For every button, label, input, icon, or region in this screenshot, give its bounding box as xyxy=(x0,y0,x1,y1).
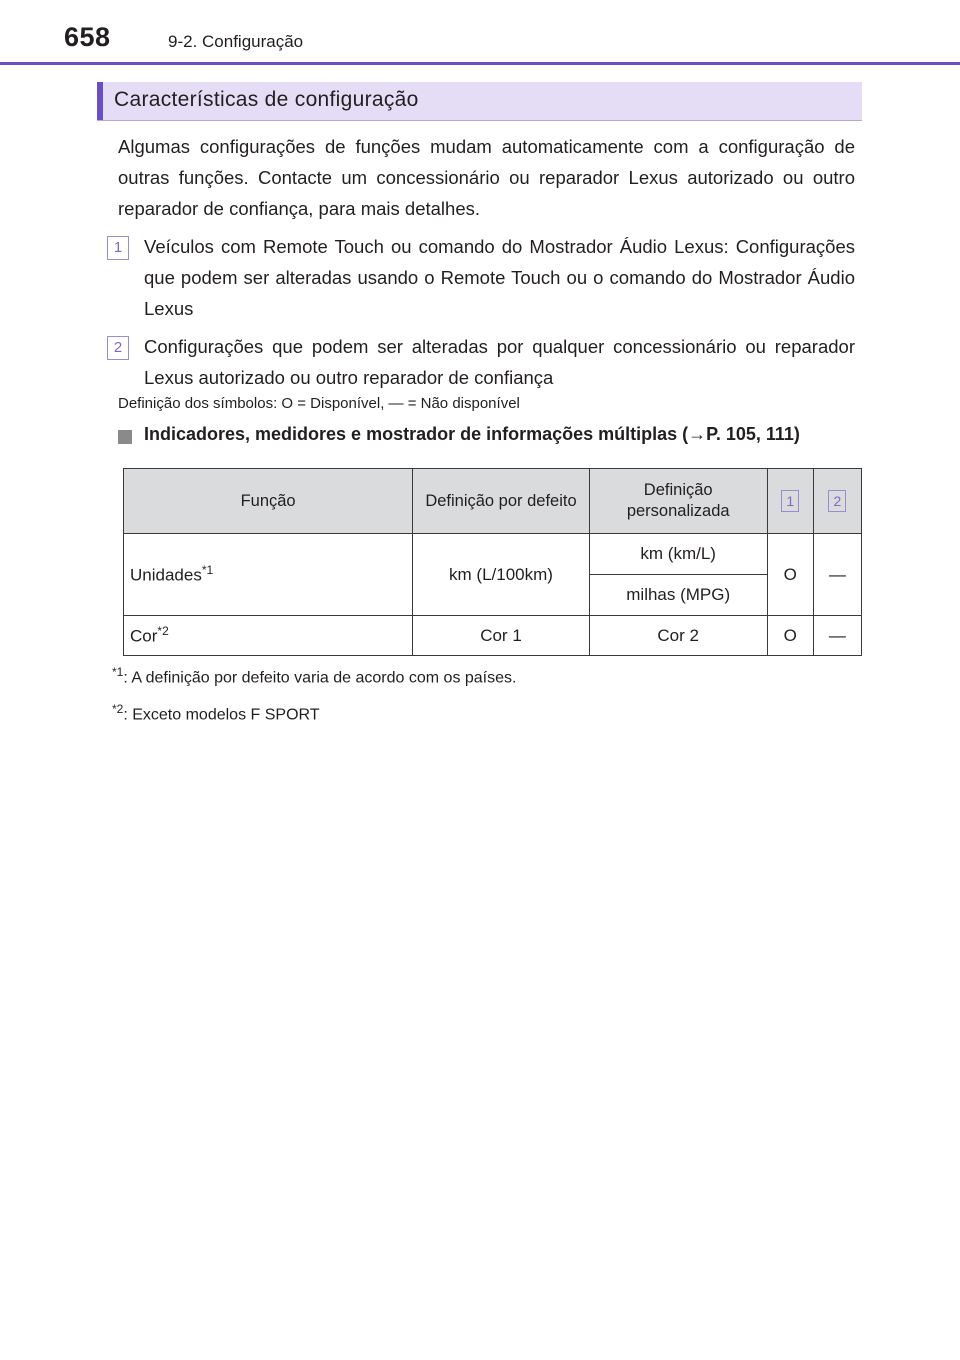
footnote-ref: *2 xyxy=(157,624,169,639)
section-accent-bar xyxy=(97,82,103,120)
header-function: Função xyxy=(124,469,413,534)
table-row xyxy=(124,534,862,575)
footnote-mark: *2 xyxy=(112,702,124,716)
table-header-row xyxy=(124,469,862,534)
cell-custom: milhas (MPG) xyxy=(589,575,767,616)
header-col2 xyxy=(813,469,861,534)
section-title: Características de configuração xyxy=(114,88,419,111)
footnote-mark: *1 xyxy=(112,665,124,679)
cell-col1: O xyxy=(767,616,813,656)
item-number-badge: 2 xyxy=(107,336,129,360)
table-row xyxy=(124,616,862,656)
intro-paragraph: Algumas configurações de funções mudam automaticamente com a configuração de outras funções. Contacte um concessionário ou reparador Lexus autorizado ou outro reparador de confiança, para mais detalhes. xyxy=(118,136,855,219)
cell-col2: — xyxy=(813,616,861,656)
chapter-title: 9-2. Configuração xyxy=(168,32,304,51)
header-col1 xyxy=(767,469,813,534)
symbol-legend: Definição dos símbolos: O = Disponível, — = Não disponível xyxy=(118,395,520,412)
page-number: 658 xyxy=(64,22,111,52)
settings-table xyxy=(123,468,862,656)
cell-col1: O xyxy=(767,534,813,616)
header-custom: Definição personalizada xyxy=(589,469,767,534)
cell-col2: — xyxy=(813,534,861,616)
header-divider xyxy=(0,62,960,65)
subheading-bullet-icon xyxy=(118,430,132,444)
footnote: $^{*2}$: Exceto modelos F SPORT xyxy=(112,702,320,724)
item-text: Veículos com Remote Touch ou comando do Mostrador Áudio Lexus: Configurações que podem ser alteradas usando o Remote Touch ou o comando do Mostrador Áudio Lexus xyxy=(144,236,855,319)
cell-function: Cor$^{*2}$ xyxy=(124,616,413,656)
footnote: $^{*1}$: A definição por defeito varia de acordo com os países. xyxy=(112,665,517,687)
column-number-badge: 2 xyxy=(828,490,846,512)
cell-custom: km (km/L) xyxy=(589,534,767,575)
cell-custom: Cor 2 xyxy=(589,616,767,656)
header-default: Definição por defeito xyxy=(413,469,590,534)
subheading: Indicadores, medidores e mostrador de informações múltiplas (→P. 105, 111) xyxy=(144,424,800,444)
cell-default: Cor 1 xyxy=(413,616,590,656)
cell-default: km (L/100km) xyxy=(413,534,590,616)
item-text: Configurações que podem ser alteradas por qualquer concessionário ou reparador Lexus autorizado ou outro reparador de confiança xyxy=(144,336,855,388)
section-heading-band xyxy=(97,82,862,121)
footnote-ref: *1 xyxy=(201,563,214,578)
column-number-badge: 1 xyxy=(781,490,799,512)
cell-function: Unidades$^{*1}$ xyxy=(124,534,413,616)
item-number-badge: 1 xyxy=(107,236,129,260)
